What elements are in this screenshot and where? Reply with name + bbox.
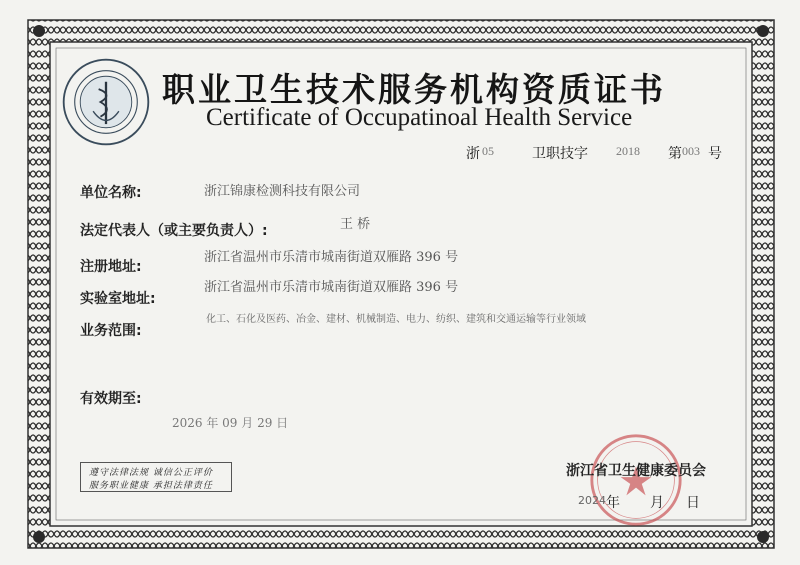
footnote-line-1: 遵守法律法规 诚信公正评价 (89, 468, 213, 478)
registered-address-label: 注册地址: (80, 259, 142, 275)
validity-value: 2026 年 09 月 29 日 (172, 416, 289, 430)
doc-number-prefix: 浙 (466, 146, 480, 162)
doc-number-region: 05 (482, 144, 494, 158)
lab-address-label: 实验室地址: (80, 291, 156, 307)
business-scope-value: 化工、石化及医药、冶金、建材、机械制造、电力、纺织、建筑和交通运输等行业领域 (206, 314, 586, 325)
doc-number-middle: 卫职技字 (532, 146, 588, 162)
legal-representative-value: 王 桥 (340, 217, 371, 232)
unit-name-value: 浙江锦康检测科技有限公司 (204, 184, 361, 199)
logo-emblem-icon (60, 56, 152, 148)
registered-address-value: 浙江省温州市乐清市城南街道双雁路 396 号 (204, 250, 459, 265)
unit-name-label: 单位名称: (80, 185, 142, 201)
certificate-title-english: Certificate of Occupatinoal Health Service (206, 104, 633, 131)
certificate-title-chinese: 职业卫生技术服务机构资质证书 (162, 70, 666, 109)
issue-month-unit: 月 (650, 495, 664, 511)
lab-address-value: 浙江省温州市乐清市城南街道双雁路 396 号 (204, 280, 459, 295)
footnote-box (80, 462, 232, 492)
issue-day-unit: 日 (686, 495, 700, 511)
footnote-line-2: 服务职业健康 承担法律责任 (89, 481, 213, 491)
issuing-authority: 浙江省卫生健康委员会 (566, 463, 706, 479)
issue-year-unit: 年 (606, 495, 620, 511)
doc-number-number-prefix: 第 (668, 146, 682, 162)
issue-year: 2024 (578, 494, 606, 507)
legal-representative-label: 法定代表人（或主要负责人）: (80, 223, 268, 239)
doc-number-number: 003 (682, 144, 700, 158)
doc-number-suffix: 号 (708, 146, 722, 162)
official-seal-icon (588, 432, 684, 528)
doc-number-year: 2018 (616, 144, 640, 158)
validity-label: 有效期至: (80, 391, 142, 407)
business-scope-label: 业务范围: (80, 323, 142, 339)
